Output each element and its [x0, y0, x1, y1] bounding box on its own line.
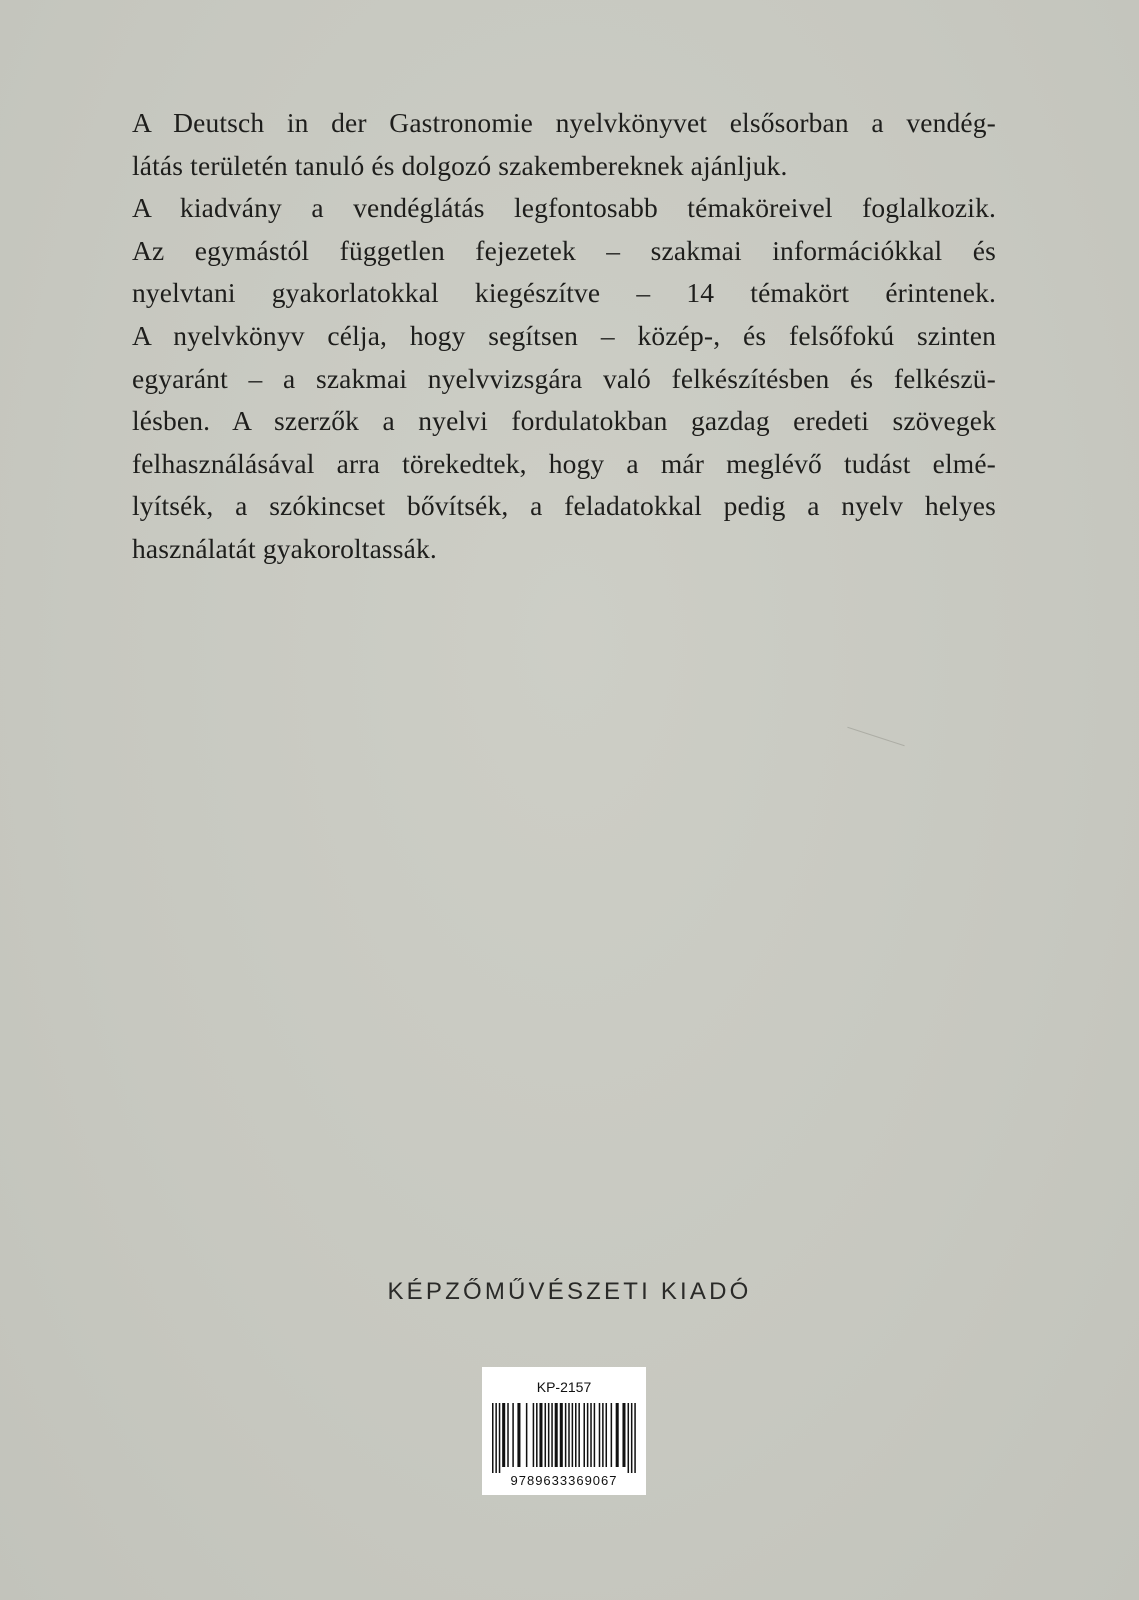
- barcode-bar: [578, 1403, 580, 1467]
- barcode-bar: [602, 1403, 604, 1467]
- barcode-bar: [502, 1403, 505, 1467]
- barcode-bar: [594, 1403, 596, 1467]
- barcode-bar: [611, 1403, 613, 1467]
- barcode-bar: [526, 1403, 528, 1467]
- barcode-bar: [536, 1403, 538, 1467]
- barcode-bar: [492, 1403, 494, 1473]
- barcode-bar: [631, 1403, 633, 1473]
- blurb-line: látás területén tanuló és dolgozó szakembereknek ajánljuk.: [132, 149, 788, 181]
- barcode-bar: [539, 1403, 542, 1467]
- barcode-bar: [551, 1403, 553, 1467]
- barcode-bar: [568, 1403, 570, 1467]
- blurb-line: lyítsék, a szókincset bővítsék, a feladatokkal pedig a nyelv helyes: [132, 490, 996, 522]
- barcode-bar: [572, 1403, 574, 1467]
- barcode-bar: [590, 1403, 592, 1467]
- barcode-bar: [565, 1403, 567, 1467]
- blurb-line: lésben. A szerzők a nyelvi fordulatokban gazdag eredeti szövegek: [132, 405, 996, 437]
- surface-scuff: [847, 727, 904, 746]
- barcode-bar: [533, 1403, 535, 1467]
- barcode-bar: [587, 1403, 589, 1467]
- barcode-bar: [512, 1403, 514, 1467]
- product-code: KP-2157: [536, 1379, 592, 1395]
- isbn-number: 9789633369067: [510, 1473, 618, 1488]
- blurb-line: A kiadvány a vendéglátás legfontosabb témaköreivel foglalkozik.: [132, 192, 996, 224]
- barcode-bar: [616, 1403, 619, 1467]
- barcode-bar: [628, 1403, 630, 1473]
- blurb-line: A Deutsch in der Gastronomie nyelvkönyvet elsősorban a vendég-: [132, 107, 996, 138]
- blurb-line: A nyelvkönyv célja, hogy segítsen – közép-, és felsőfokú szinten: [132, 319, 996, 351]
- publisher-name: KÉPZŐMŰVÉSZETI KIADÓ: [387, 1278, 752, 1305]
- blurb-line: nyelvtani gyakorlatokkal kiegészítve – 14 témakört érintenek.: [132, 277, 996, 309]
- barcode-bar: [599, 1403, 601, 1467]
- barcode-bar: [622, 1403, 625, 1467]
- barcode-label: [482, 1367, 646, 1495]
- barcode-bar: [517, 1403, 520, 1467]
- blurb-line: használatát gyakoroltassák.: [132, 532, 437, 564]
- blurb-line: egyaránt – a szakmai nyelvvizsgára való felkészítésben és felkészü-: [132, 362, 996, 394]
- barcode-bar: [548, 1403, 550, 1467]
- barcode-bar: [555, 1403, 558, 1467]
- barcode-bar: [499, 1403, 501, 1473]
- barcode-bar: [560, 1403, 563, 1467]
- barcode-bar: [507, 1403, 509, 1467]
- barcode-bar: [545, 1403, 547, 1467]
- barcode-bar: [606, 1403, 608, 1467]
- barcode-bar: [634, 1403, 636, 1473]
- barcode-bar: [575, 1403, 577, 1467]
- blurb-line: felhasználásával arra törekedtek, hogy a már meglévő tudást elmé-: [132, 447, 996, 479]
- blurb-line: Az egymástól független fejezetek – szakmai információkkal és: [132, 234, 996, 266]
- blurb-text: [132, 102, 996, 571]
- barcode-bar: [583, 1403, 585, 1467]
- barcode-bar: [495, 1403, 497, 1473]
- barcode-bars: [492, 1403, 636, 1473]
